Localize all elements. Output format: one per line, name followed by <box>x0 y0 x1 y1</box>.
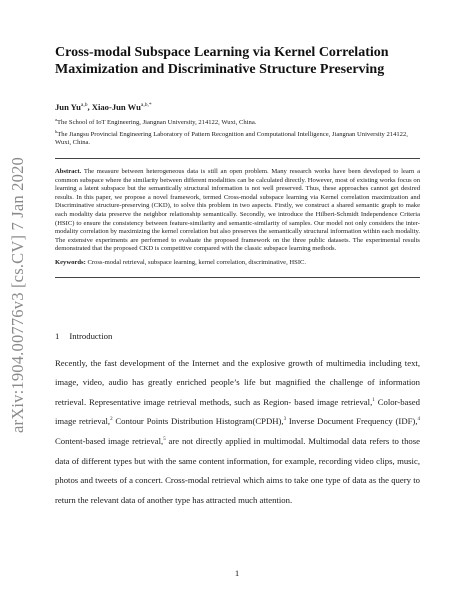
author-list <box>55 100 420 113</box>
arxiv-identifier-stamp <box>3 157 33 433</box>
header-divider <box>55 158 420 159</box>
affiliation-b <box>55 128 420 148</box>
intro-text: Recently, the fast development of the Internet and the explosive growth of multimedia including text, image, video, audio has greatly enriched people’s life but magnified the challenge of information retrieval. Representative image retrieval methods, such as Region- based image retrieval, <box>55 357 420 407</box>
intro-text: Content-based image retrieval, <box>55 435 164 446</box>
citation-ref: 4 <box>417 417 420 423</box>
author-name: Xiao-Jun Wu <box>91 101 141 112</box>
intro-text: Color-based image retrieval, <box>55 396 420 427</box>
author-affiliation-marks: a,b <box>80 102 88 108</box>
keywords-label: Keywords: <box>55 258 86 266</box>
section-title: Introduction <box>69 330 113 341</box>
title-line-2: Maximization and Discriminative Structure Preserving <box>55 62 385 77</box>
intro-text: Contour Points Distribution Histogram(CPDH), <box>112 416 284 427</box>
abstract <box>55 168 420 254</box>
affiliation-text: The Jiangsu Provincial Engineering Laboratory of Pattern Recognition and Computational Intelligence, Jiangnan University 214122, Wuxi, China. <box>55 130 408 147</box>
paper-page <box>55 44 420 510</box>
affiliation-mark: a <box>55 116 57 122</box>
citation-ref: 3 <box>283 417 287 423</box>
keywords-text: Cross-modal retrieval, subspace learning, kernel correlation, discriminative, HSIC. <box>87 258 307 266</box>
section-number: 1 <box>55 330 60 341</box>
affiliation-text: The School of IoT Engineering, Jiangnan University, 214122, Wuxi, China. <box>57 119 257 127</box>
abstract-text: The measure between heterogeneous data is still an open problem. Many research works have been developed to learn a common subspace where the similarity between different modalities can be calculated directly. However, most of existing works focus on learning a latent subspace but the semantically structural information is not well preserved. Thus, these approaches cannot get desired results. In this paper, we propose a novel framework, termed Cross-modal subspace learning via Kernel correlation maximization and Discriminative structure-preserving (CKD), to solve this problem in two aspects. Firstly, we construct a shared semantic graph to make each modality data preserve the neighbor relationship semantically. Secondly, we introduce the Hilbert-Schmidt Independence Criteria (HSIC) to ensure the consistency between feature-similarity and semantic-similarity of samples. Our model not only considers the inter-modality correlation by maximizing the kernel correlation but also preserves the semantically structural information within each modality. The extensive experiments are performed to evaluate the proposed framework on the three public datasets. The experimental results demonstrated that the proposed CKD is competitive compared with the classic subspace learning methods. <box>55 168 421 253</box>
author-name: Jun Yu <box>55 101 81 112</box>
section-heading <box>55 331 420 342</box>
arxiv-identifier-text: arXiv:1904.00776v3 [cs.CV] 7 Jan 2020 <box>8 157 28 433</box>
title-line-1: Cross-modal Subspace Learning via Kernel Correlation <box>55 45 389 60</box>
intro-text: are not directly applied in multimodal. Multimodal data refers to those data of different types but with the same content information, for example, recording video clips, music, photos and tweets of a concert. Cross-modal retrieval which aims to take one type of data as the query to return the relevant data of another type has attracted much attention. <box>55 435 420 505</box>
affiliation-a <box>55 116 420 128</box>
abstract-divider <box>55 277 420 278</box>
author-affiliation-marks: a,b,* <box>140 102 152 108</box>
keywords <box>55 259 420 268</box>
paper-title <box>55 44 420 78</box>
affiliation-mark: b <box>55 128 58 134</box>
page-number: 1 <box>234 568 240 578</box>
citation-ref: 1 <box>372 397 375 403</box>
introduction-paragraph <box>55 354 420 511</box>
citation-ref: 2 <box>110 417 113 423</box>
author-separator: , <box>87 101 92 112</box>
citation-ref: 5 <box>163 437 166 443</box>
abstract-label: Abstract. <box>55 168 82 176</box>
intro-text: Inverse Document Frequency (IDF), <box>286 416 418 427</box>
